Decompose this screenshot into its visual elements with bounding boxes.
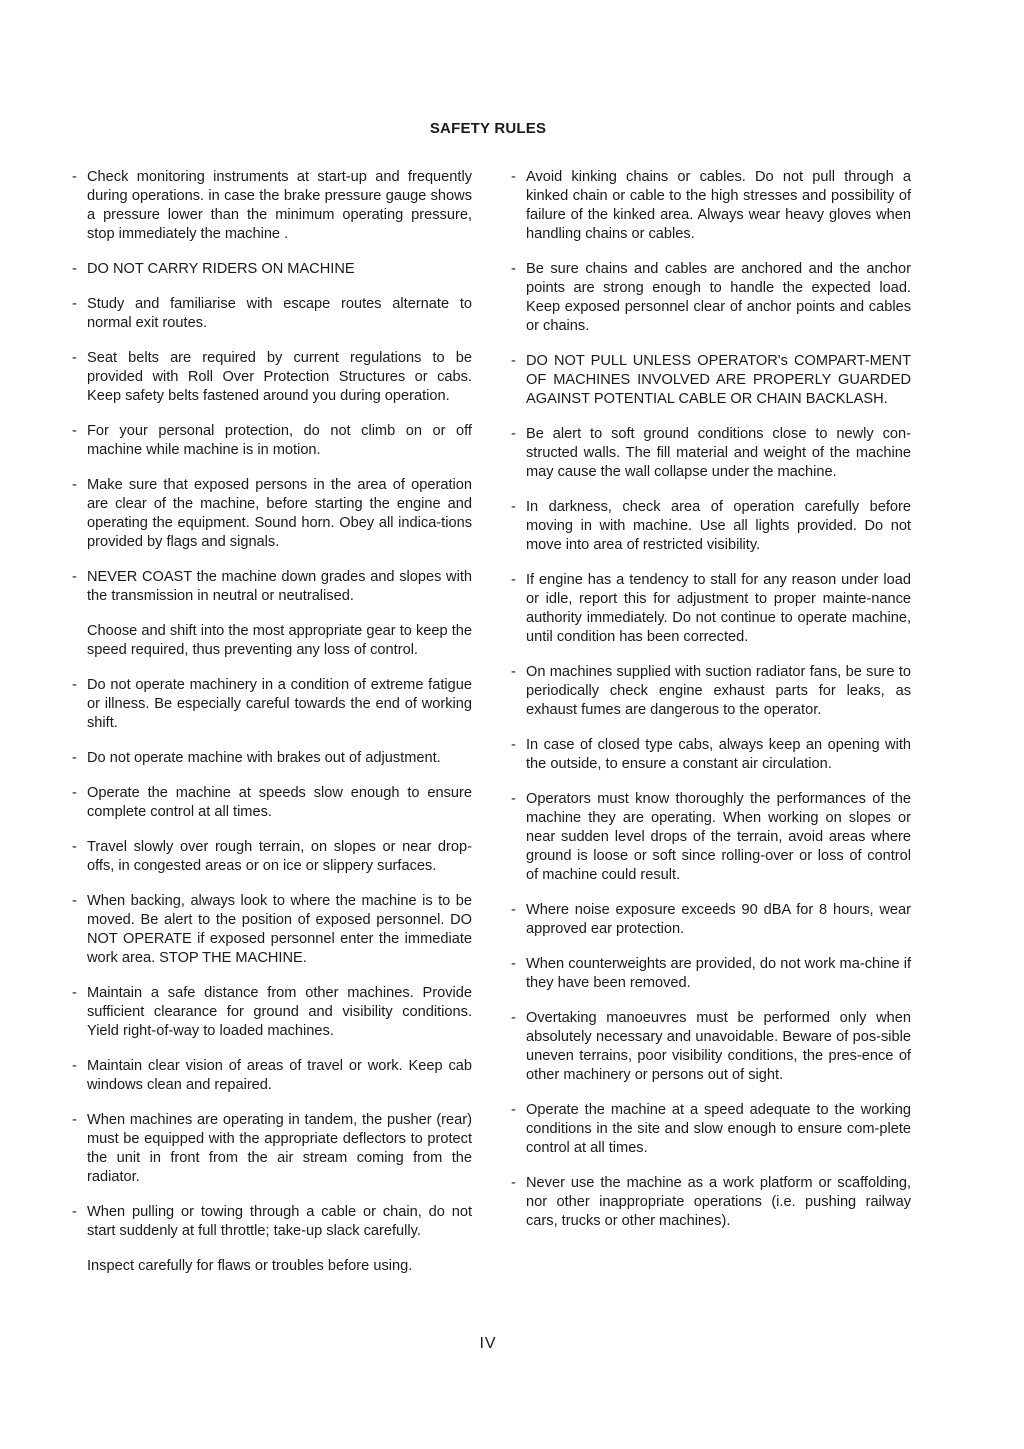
rule-text: Do not operate machine with brakes out of adjustment.	[87, 750, 441, 766]
rule-text: Maintain a safe distance from other machines. Provide sufficient clearance for ground and visibility conditions. Yield right-of-way to loaded machines.	[87, 985, 472, 1039]
left-column	[72, 168, 472, 1292]
bullet-dash: -	[511, 499, 516, 515]
rule-text: In darkness, check area of operation carefully before moving in with machine. Use all lights provided. Do not move into area of restricted visibility.	[526, 499, 911, 553]
rule-text: When machines are operating in tandem, the pusher (rear) must be equipped with the appropriate deflectors to protect the unit in front from the air stream coming from the radiator.	[87, 1112, 472, 1185]
bullet-dash: -	[511, 169, 516, 185]
bullet-dash: -	[72, 350, 77, 366]
bullet-dash: -	[72, 893, 77, 909]
page-title: SAFETY RULES	[429, 120, 547, 137]
rule-item	[72, 838, 472, 876]
rule-text: DO NOT CARRY RIDERS ON MACHINE	[87, 261, 355, 277]
bullet-dash: -	[511, 791, 516, 807]
rule-item	[511, 168, 911, 244]
rule-text: When pulling or towing through a cable or chain, do not start suddenly at full throttle; take-up slack carefully.	[87, 1204, 472, 1239]
rule-item	[511, 571, 911, 647]
right-column	[511, 168, 911, 1247]
rule-text: Seat belts are required by current regulations to be provided with Roll Over Protection Structures or cabs. Keep safety belts fastened around you during operation.	[87, 350, 472, 404]
rule-text: Make sure that exposed persons in the area of operation are clear of the machine, before starting the engine and operating the equipment. Sound horn. Obey all indica-tions provided by flags and signals.	[87, 477, 472, 550]
rule-text: Be sure chains and cables are anchored and the anchor points are strong enough to handle the expected load. Keep exposed personnel clear of anchor points and cables or chains.	[526, 261, 911, 334]
rule-text: In case of closed type cabs, always keep an opening with the outside, to ensure a constant air circulation.	[526, 737, 911, 772]
rule-item	[72, 422, 472, 460]
rule-item	[72, 349, 472, 406]
rule-text: When backing, always look to where the machine is to be moved. Be alert to the position of exposed personnel. DO NOT OPERATE if exposed personnel enter the immediate work area. STOP THE MACHINE.	[87, 893, 472, 966]
bullet-dash: -	[511, 261, 516, 277]
bullet-dash: -	[72, 985, 77, 1001]
bullet-dash: -	[511, 572, 516, 588]
rule-text: Do not operate machinery in a condition of extreme fatigue or illness. Be especially careful towards the end of working shift.	[87, 677, 472, 731]
rule-text: Study and familiarise with escape routes alternate to normal exit routes.	[87, 296, 472, 331]
rule-item	[511, 498, 911, 555]
rule-item	[511, 736, 911, 774]
rule-text: Be alert to soft ground conditions close to newly con-structed walls. The fill material and weight of the machine may cause the wall collapse under the machine.	[526, 426, 911, 480]
rule-item	[511, 955, 911, 993]
rule-text: For your personal protection, do not climb on or off machine while machine is in motion.	[87, 423, 472, 458]
bullet-dash: -	[72, 839, 77, 855]
rule-text: Avoid kinking chains or cables. Do not pull through a kinked chain or cable to the high stresses and possibility of failure of the kinked area. Always wear heavy gloves when handling chains or cables.	[526, 169, 911, 242]
rule-text: Maintain clear vision of areas of travel or work. Keep cab windows clean and repaired.	[87, 1058, 472, 1093]
rule-text: Never use the machine as a work platform or scaffolding, nor other inappropriate operations (i.e. pushing railway cars, trucks or other machines).	[526, 1175, 911, 1229]
bullet-dash: -	[72, 261, 77, 277]
bullet-dash: -	[72, 477, 77, 493]
bullet-dash: -	[511, 1010, 516, 1026]
rule-text: When counterweights are provided, do not work ma-chine if they have been removed.	[526, 956, 911, 991]
rule-text: Overtaking manoeuvres must be performed only when absolutely necessary and unavoidable. Beware of pos-sible uneven terrains, poor visibility conditions, the pres-ence of other machinery or persons out of sight.	[526, 1010, 911, 1083]
rule-item	[72, 168, 472, 244]
rule-item	[72, 295, 472, 333]
rule-item	[511, 1009, 911, 1085]
rule-item	[72, 749, 472, 768]
bullet-dash: -	[511, 1175, 516, 1191]
rule-text: Check monitoring instruments at start-up and frequently during operations. in case the brake pressure gauge shows a pressure lower than the minimum operating pressure, stop immediately the machine .	[87, 169, 472, 242]
bullet-dash: -	[72, 1204, 77, 1220]
rule-item	[72, 892, 472, 968]
bullet-dash: -	[72, 423, 77, 439]
rule-text: Operate the machine at speeds slow enough to ensure complete control at all times.	[87, 785, 472, 820]
rule-item	[511, 352, 911, 409]
rule-text: Operate the machine at a speed adequate to the working conditions in the site and slow enough to ensure com-plete control at all times.	[526, 1102, 911, 1156]
rule-item	[511, 901, 911, 939]
rule-item	[511, 260, 911, 336]
rule-text: DO NOT PULL UNLESS OPERATOR's COMPART-MENT OF MACHINES INVOLVED ARE PROPERLY GUARDED AGAINST POTENTIAL CABLE OR CHAIN BACKLASH.	[526, 353, 911, 407]
bullet-dash: -	[72, 1112, 77, 1128]
rule-text: Choose and shift into the most appropriate gear to keep the speed required, thus preventing any loss of control.	[87, 623, 472, 658]
page-number: IV	[479, 1335, 497, 1352]
bullet-dash: -	[511, 902, 516, 918]
bullet-dash: -	[511, 353, 516, 369]
rule-text: Where noise exposure exceeds 90 dBA for 8 hours, wear approved ear protection.	[526, 902, 911, 937]
rule-item	[511, 663, 911, 720]
bullet-dash: -	[72, 750, 77, 766]
rule-item	[72, 1203, 472, 1241]
rule-item	[511, 1174, 911, 1231]
rule-item	[511, 1101, 911, 1158]
rule-item	[72, 984, 472, 1041]
bullet-dash: -	[72, 296, 77, 312]
bullet-dash: -	[72, 677, 77, 693]
bullet-dash: -	[511, 956, 516, 972]
bullet-dash: -	[511, 1102, 516, 1118]
bullet-dash: -	[72, 785, 77, 801]
rule-text: On machines supplied with suction radiator fans, be sure to periodically check engine exhaust parts for leaks, as exhaust fumes are dangerous to the operator.	[526, 664, 911, 718]
rule-item	[511, 425, 911, 482]
rule-text: If engine has a tendency to stall for any reason under load or idle, report this for adjustment to proper mainte-nance authority immediately. Do not continue to operate machine, until condition has been corrected.	[526, 572, 911, 645]
rule-item	[72, 476, 472, 552]
bullet-dash: -	[72, 169, 77, 185]
bullet-dash: -	[511, 426, 516, 442]
rule-text: Inspect carefully for flaws or troubles before using.	[87, 1258, 413, 1274]
rule-item	[511, 790, 911, 885]
rule-text: NEVER COAST the machine down grades and slopes with the transmission in neutral or neutralised.	[87, 569, 472, 604]
bullet-dash: -	[511, 737, 516, 753]
rule-text: Travel slowly over rough terrain, on slopes or near drop-offs, in congested areas or on ice or slippery surfaces.	[87, 839, 472, 874]
rule-continuation	[72, 622, 472, 660]
rule-item	[72, 1057, 472, 1095]
bullet-dash: -	[511, 664, 516, 680]
rule-item	[72, 568, 472, 606]
bullet-dash: -	[72, 1058, 77, 1074]
rule-item	[72, 676, 472, 733]
rule-continuation	[72, 1257, 472, 1276]
rule-item	[72, 1111, 472, 1187]
rule-text: Operators must know thoroughly the performances of the machine they are operating. When working on slopes or near sudden level drops of the terrain, avoid areas where ground is loose or soft since rolling-over or loss of control of machine could result.	[526, 791, 911, 883]
rule-item	[72, 784, 472, 822]
rule-item	[72, 260, 472, 279]
bullet-dash: -	[72, 569, 77, 585]
